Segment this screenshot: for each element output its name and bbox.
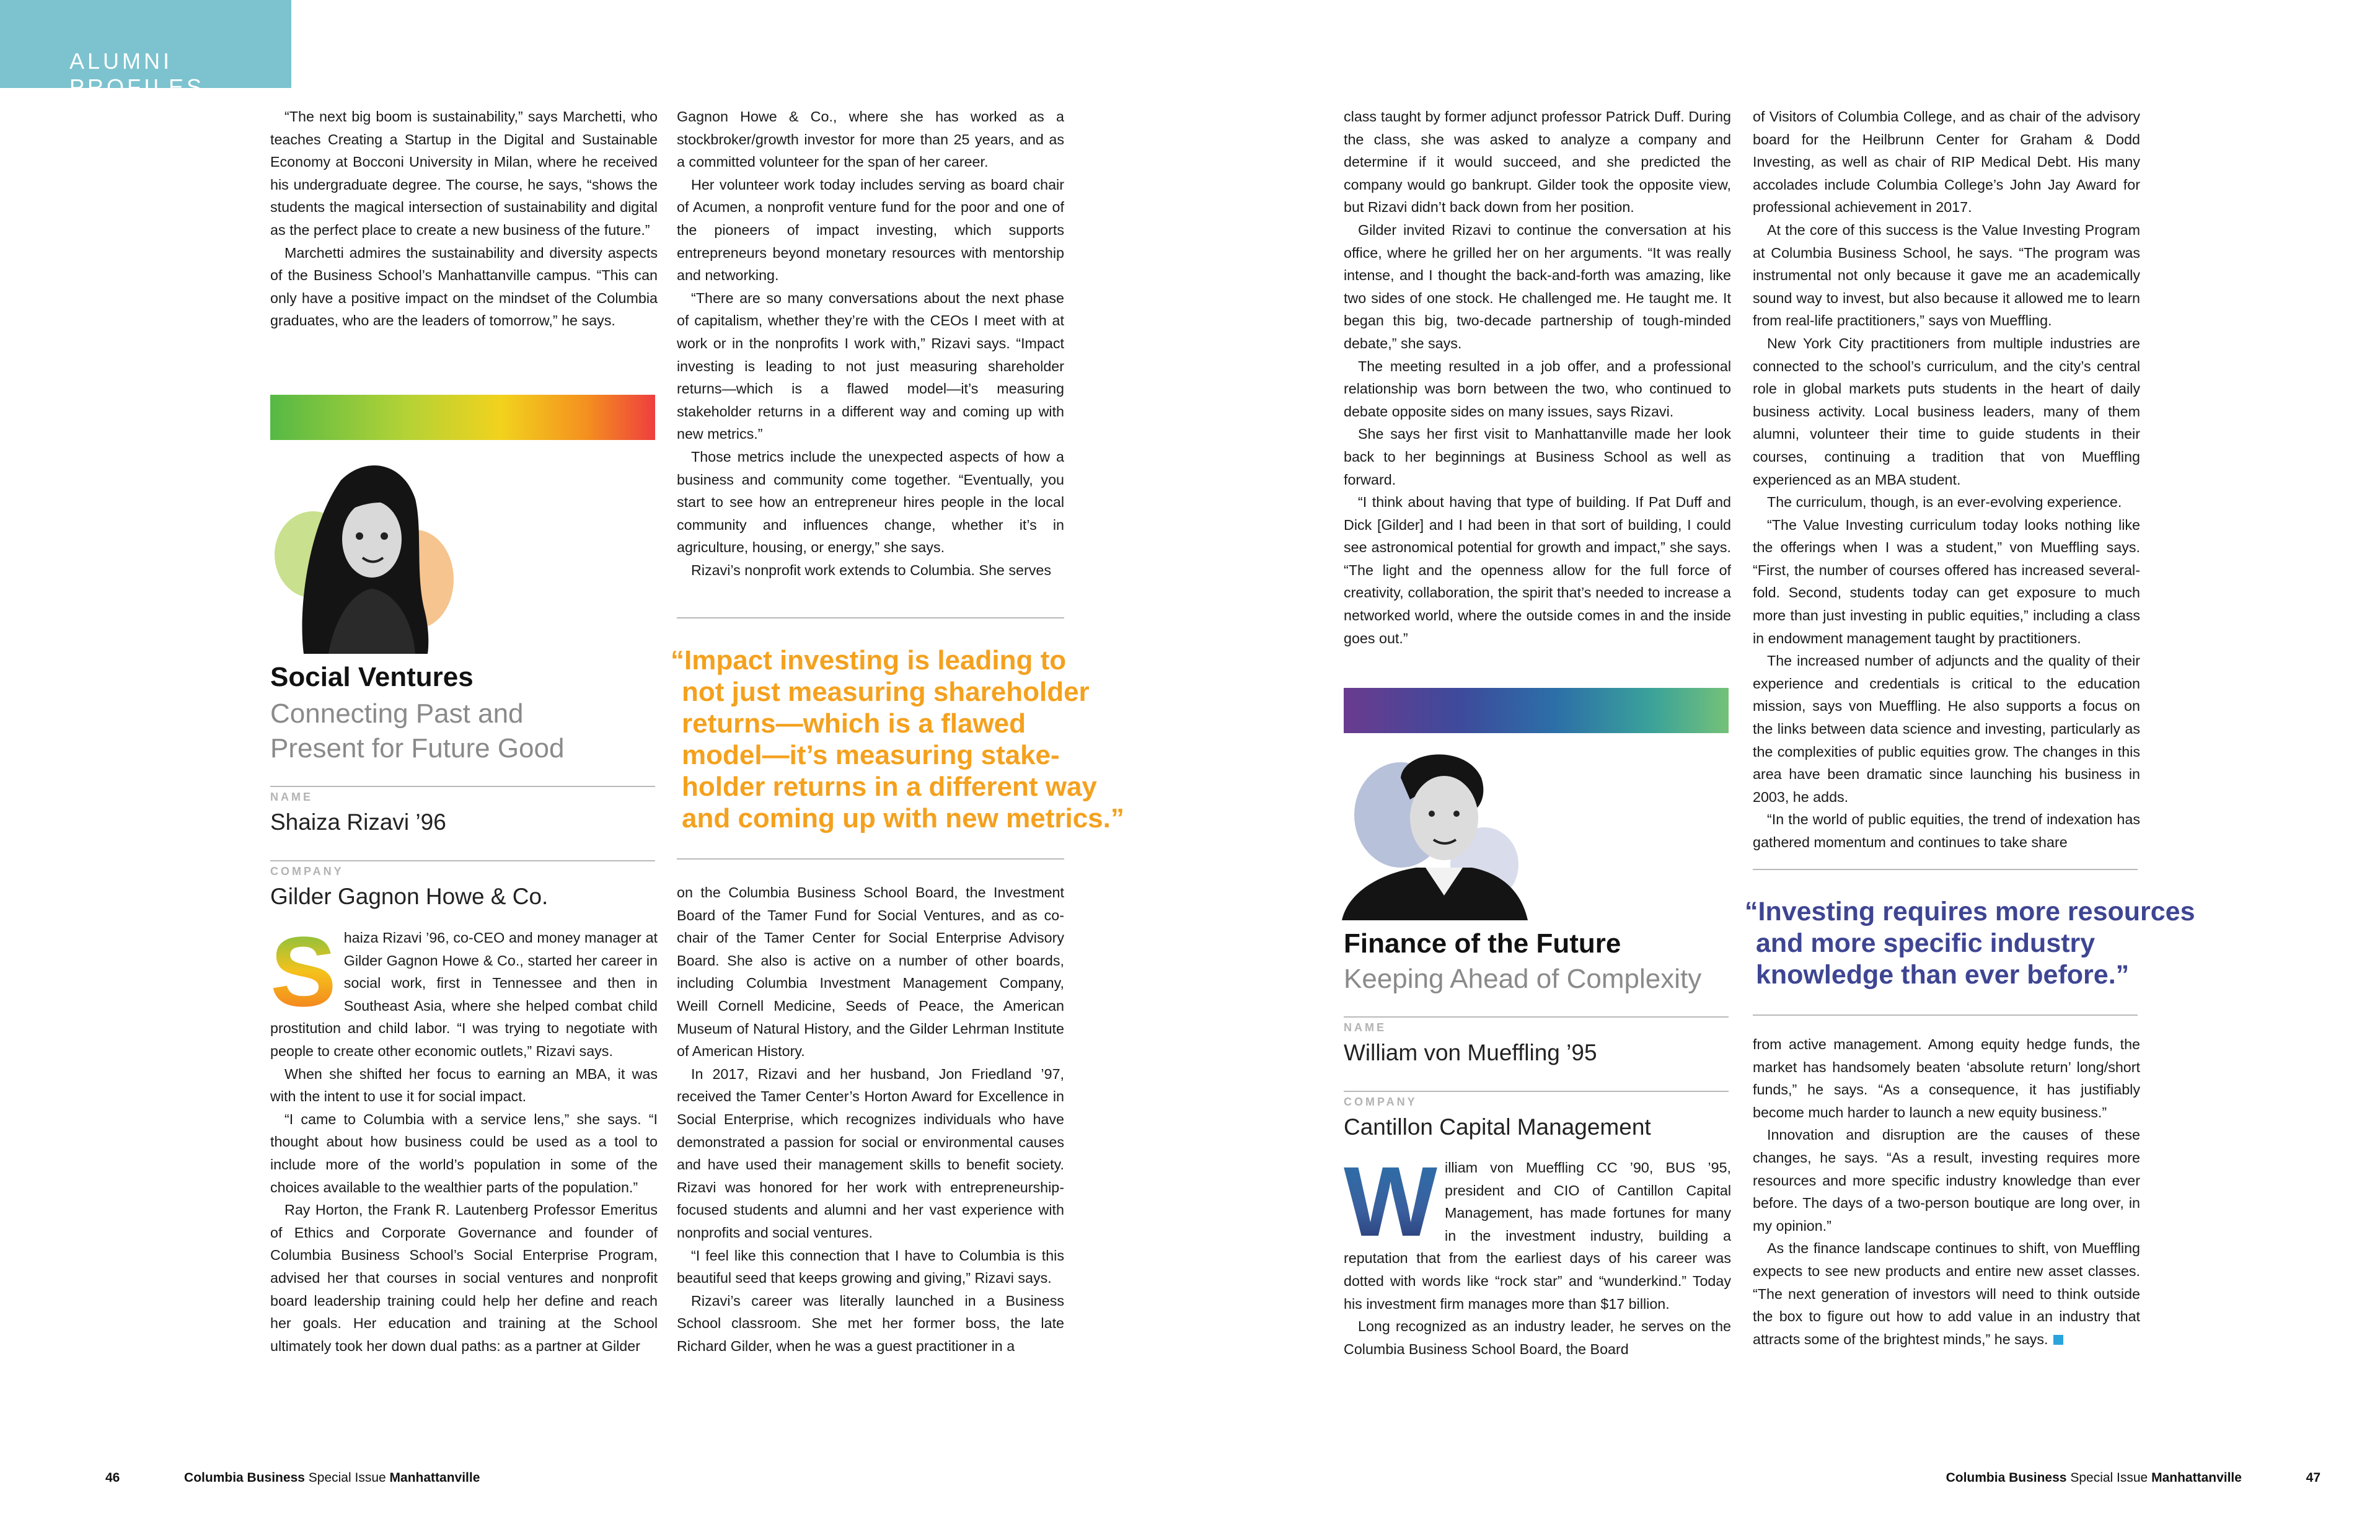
divider	[1753, 869, 2138, 870]
company-label: COMPANY	[1344, 1096, 1417, 1108]
divider	[270, 860, 655, 861]
paragraph: “The next big boom is sustainability,” says Marchetti, who teaches Creating a Startup in the Digital and Sustainable Economy at Bocconi University in Milan, where he received his undergraduate degree. The course, he says, “shows the students the magical intersection of sustainability and digital as the perfect place to create a new business of the future.”	[270, 108, 658, 238]
divider	[270, 786, 655, 787]
paragraph: of Visitors of Columbia College, and as chair of the advisory board for the Heilbrunn Center for Graham & Dodd Investing, as well as chair of RIP Medical Debt. His many accolades include Columbia College’s John Jay Award for professional achievement in 2017.	[1753, 108, 2140, 216]
paragraph: Her volunteer work today includes serving as board chair of Acumen, a nonprofit venture fund for the poor and one of the pioneers of impact investing, which supports entrepreneurs beyond monetary resources with mentorship and networking.	[677, 176, 1064, 284]
divider	[677, 858, 1064, 860]
pull-quote: “Impact investing is leading to not just measuring shareholder returns—which is a flawed model—it’s measuring stake- holder returns in a different way and coming up with new metrics.”	[671, 645, 1124, 834]
left-col1-top	[270, 105, 658, 332]
divider	[677, 617, 1064, 618]
paragraph: As the finance landscape continues to shift, von Mueffling expects to see new products and entire new asset classes. “The next generation of investors will need to think outside the box to figure out how to add value in an industry that attracts some of the brightest minds,” he says.	[1753, 1240, 2140, 1347]
paragraph: The curriculum, though, is an ever-evolving experience.	[1767, 494, 2122, 511]
paragraph: Those metrics include the unexpected aspects of how a business and community come together. “Eventually, you start to see how an entrepreneur hires people in the local community and influences change, whether it’s in agriculture, housing, or energy,” she says.	[677, 448, 1064, 556]
company-label: COMPANY	[270, 865, 344, 878]
paragraph: “I think about having that type of building. If Pat Duff and Dick [Gilder] and I had been in that sort of building, I could see astronomical potential for growth and impact,” she says. “The light and the openness allow for the full force of creativity, collaboration, the spirit that’s needed to increase a networked world, where the outside comes in and the inside goes out.”	[1344, 494, 1731, 646]
paragraph: The increased number of adjuncts and the quality of their experience and credentials is critical to the education mission, says von Mueffling. He also supports a focus on the links between data science and investing, particularly as the complexities of public equities grow. The changes in this area have been dramatic since launching his business in 2003, he adds.	[1753, 653, 2140, 805]
paragraph: “The Value Investing curriculum today looks nothing like the offerings when I was a student,” von Mueffling says. “First, the number of courses offered has increased several-fold. Second, students today can get exposure to much more than just investing in public equities,” including a class in endowment management taught by practitioners.	[1753, 516, 2140, 646]
page-number: 46	[105, 1471, 120, 1485]
paragraph: on the Columbia Business School Board, the Investment Board of the Tamer Fund for Social Ventures, and as co-chair of the Tamer Center for Social Enterprise Advisory Board. She also is active on a number of other boards, including Columbia Investment Management Company, Weill Cornell Medicine, Seeds of Peace, the American Museum of Natural History, and the Gilder Lehrman Institute of American History.	[677, 884, 1064, 1060]
page-number: 47	[2306, 1471, 2320, 1485]
portrait-rizavi	[260, 449, 459, 654]
section-tab	[0, 0, 291, 100]
profile-subtitle-line1: Connecting Past and	[270, 698, 524, 729]
paragraph: The meeting resulted in a job offer, and a professional relationship was born between the two, who continued to debate opposite sides on many issues, says Rizavi.	[1344, 358, 1731, 420]
name-label: NAME	[1344, 1021, 1386, 1034]
end-mark-icon	[2053, 1335, 2063, 1345]
paragraph: Rizavi’s career was literally launched in a Business School classroom. She met her former boss, the late Richard Gilder, when he was a guest practitioner in a	[677, 1292, 1064, 1354]
profile-company: Cantillon Capital Management	[1344, 1114, 1651, 1140]
paragraph: Marchetti admires the sustainability and diversity aspects of the Business School’s Manhattanville campus. “This can only have a positive impact on the mindset of the Columbia graduates, who are the leaders of tomorrow,” he says.	[270, 244, 658, 329]
divider	[1344, 1016, 1729, 1018]
portrait-von-mueffling	[1342, 741, 1528, 920]
paragraph: from active management. Among equity hedge funds, the market has handsomely beaten ‘absolute return’ long/short funds,” he says. “As a consequence, it has justifiably become much harder to launch a new equity business.”	[1753, 1036, 2140, 1120]
paragraph: Rizavi’s nonprofit work extends to Columbia. She serves	[691, 561, 1051, 578]
paragraph: At the core of this success is the Value Investing Program at Columbia Business School, he says. “The program was instrumental not only because it gave me an academically sound way to invest, but also because it allowed me to learn from real-life practitioners,” says von Mueffling.	[1753, 221, 2140, 329]
right-col4-top	[1753, 105, 2140, 854]
dropcap: S	[270, 916, 337, 1027]
paragraph: Long recognized as an industry leader, he serves on the Columbia Business School Board, the Board	[1344, 1318, 1731, 1357]
dropcap: W	[1344, 1146, 1438, 1257]
paragraph: “I feel like this connection that I have to Columbia is this beautiful seed that keeps growing and giving,” Rizavi says.	[677, 1247, 1064, 1287]
paragraph: “I came to Columbia with a service lens,” she says. “I thought about how business could be used as a tool to include more of the world’s population in some of the choices available to the wealthier parts of the population.”	[270, 1111, 658, 1195]
paragraph: Gagnon Howe & Co., where she has worked as a stockbroker/growth investor for more than 25 years, and as a committed volunteer for the span of her career.	[677, 108, 1064, 170]
profile-subtitle: Keeping Ahead of Complexity	[1344, 964, 1702, 994]
profile-title: Finance of the Future	[1344, 928, 1621, 959]
profile-name: Shaiza Rizavi ’96	[270, 809, 446, 835]
profile-company: Gilder Gagnon Howe & Co.	[270, 884, 549, 909]
paragraph: New York City practitioners from multiple industries are connected to the school’s curriculum, and the city’s central role in global markets puts students in the heart of daily business activity. Local business leaders, many of them alumni, volunteer their time to guide students in their courses, continuing a tradition that von Mueffling experienced as an MBA student.	[1753, 335, 2140, 488]
paragraph: Gilder invited Rizavi to continue the conversation at his office, where he grilled her on her arguments. “It was really intense, and I thought the back-and-forth was amazing, like two sides of one stock. He challenged me. He taught me. It began this big, two-decade partnership of tough-minded debate,” she says.	[1344, 221, 1731, 351]
divider	[1753, 1014, 2138, 1016]
footer-right: Columbia Business Special Issue Manhattanville 47	[1946, 1471, 2320, 1485]
left-col2-bottom	[677, 881, 1064, 1357]
left-col1-bottom: S haiza Rizavi ’96, co-CEO and money manager at Gilder Gagnon Howe & Co., started her career in social work, first in Tennessee and then in Southeast Asia, where she helped combat child prostitution and child labor. “I was trying to negotiate with people to create other economic outlets,” Rizavi says. When she shifted her focus to earning an MBA, it was with the intent to use it for social impact. “I came to Columbia with a service lens,” she says. “I thought about how business could be used as a tool to include more of the world’s population in some of the choices available to the wealthier parts of the population.” Ray Horton, the Frank R. Lautenberg Professor Emeritus of Ethics and Corporate Governance and founder of Columbia Business School’s Social Enterprise Program, advised her that courses in social ventures and nonprofit board leadership training could help her define and reach her goals. Her education and training at the School ultimately took her down dual paths: as a partner at Gilder	[270, 926, 658, 1357]
paragraph: class taught by former adjunct professor Patrick Duff. During the class, she was asked to analyze a company and determine if it would succeed, and she predicted the company would go bankrupt. Gilder took the opposite view, but Rizavi didn’t back down from her position.	[1344, 108, 1731, 216]
paragraph: Ray Horton, the Frank R. Lautenberg Professor Emeritus of Ethics and Corporate Governance and founder of Columbia Business School’s Social Enterprise Program, advised her that courses in social ventures and nonprofit board leadership training could help her define and reach her goals. Her education and training at the School ultimately took her down dual paths: as a partner at Gilder	[270, 1202, 658, 1354]
profile-title: Social Ventures	[270, 662, 474, 692]
section-tab-label: ALUMNI PROFILES	[69, 48, 205, 100]
paragraph: “In the world of public equities, the trend of indexation has gathered momentum and continues to take share	[1753, 811, 2140, 850]
gradient-bar-social	[270, 395, 655, 440]
name-label: NAME	[270, 791, 313, 803]
left-col2-top	[677, 105, 1064, 581]
paragraph: She says her first visit to Manhattanville made her look back to her beginnings at Business School as well as forward.	[1344, 426, 1731, 488]
paragraph: When she shifted her focus to earning an MBA, it was with the intent to use it for social impact.	[270, 1065, 658, 1105]
right-col3-top	[1344, 105, 1731, 649]
paragraph: “There are so many conversations about the next phase of capitalism, whether they’re with the CEOs I meet with at work or in the nonprofits I work with,” Rizavi says. “Impact investing is leading to not just measuring shareholder returns—which is a flawed model—it’s measuring stakeholder returns in a different way and coming up with new metrics.”	[677, 289, 1064, 442]
pull-quote: “Investing requires more resources and more specific industry knowledge than ever before.”	[1745, 897, 2195, 990]
paragraph: Innovation and disruption are the causes of these changes, he says. “As a result, investing requires more resources and more specific industry knowledge than ever before. The days of a two-person boutique are long over, in my opinion.”	[1753, 1127, 2140, 1234]
paragraph: In 2017, Rizavi and her husband, Jon Friedland ’97, received the Tamer Center’s Horton Award for Excellence in Social Enterprise, which recognizes individuals who have demonstrated a passion for social or environmental causes and have used their management skills to benefit society. Rizavi was honored for her work with entrepreneurship-focused students and alumni and her vast experience with nonprofits and social ventures.	[677, 1065, 1064, 1241]
right-col3-bottom: W illiam von Mueffling CC ’90, BUS ’95, president and CIO of Cantillon Capital Management, has made fortunes for many in the investment industry, building a reputation that from the earliest days of his career was dotted with words like “rock star” and “wunderkind.” Today his investment firm manages more than $17 billion. Long recognized as an industry leader, he serves on the Columbia Business School Board, the Board	[1344, 1156, 1731, 1360]
divider	[1344, 1091, 1729, 1092]
right-col4-bottom	[1753, 1033, 2140, 1350]
gradient-bar-finance	[1344, 688, 1729, 733]
profile-name: William von Mueffling ’95	[1344, 1040, 1597, 1065]
footer-left: 46 Columbia Business Special Issue Manhattanville	[105, 1471, 480, 1485]
profile-subtitle-line2: Present for Future Good	[270, 733, 565, 763]
